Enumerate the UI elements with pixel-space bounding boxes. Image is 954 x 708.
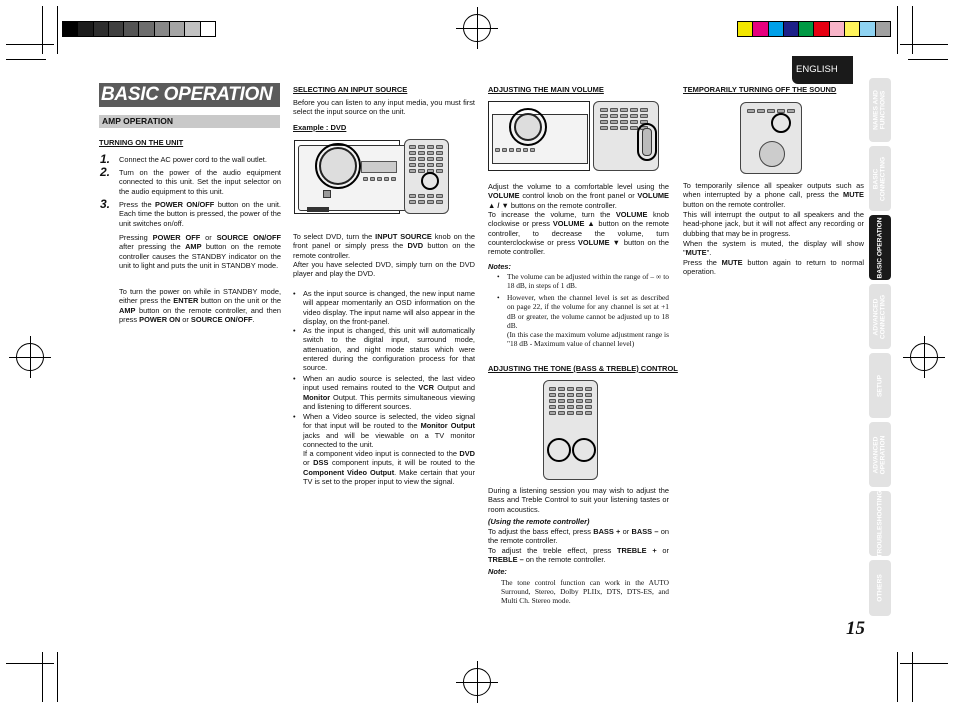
- remote-button-grid: [409, 145, 443, 173]
- grayscale-calibration-bar: [62, 21, 216, 37]
- calibration-swatch: [875, 22, 890, 36]
- step-number: 1.: [100, 152, 111, 166]
- calibration-swatch: [169, 22, 184, 36]
- power-button: [323, 190, 331, 198]
- crop-mark: [42, 6, 43, 54]
- calibration-swatch: [768, 22, 783, 36]
- crop-mark: [908, 59, 948, 60]
- bullet-auto-switch: • As the input is changed, this unit will automatically switch to the digital input, surround mode, attenuation, and night mode status which were entered during the configuration process for that source.: [293, 326, 475, 373]
- calibration-swatch: [829, 22, 844, 36]
- tone-paragraph: During a listening session you may wish to adjust the Bass and Treble Control to suit your listening tastes or room acoustics.: [488, 486, 669, 514]
- mute-paragraph-4: Press the MUTE button again to return to normal operation.: [683, 258, 864, 277]
- note-max-range: (In this case the maximum volume adjustment range is "18 dB - Maximum value of channel level): [507, 330, 669, 348]
- section-band: AMP OPERATION: [99, 115, 280, 128]
- mute-heading: TEMPORARILY TURNING OFF THE SOUND: [683, 85, 837, 94]
- tone-control-heading: ADJUSTING THE TONE (BASS & TREBLE) CONTROL: [488, 364, 678, 373]
- note-channel-level: • However, when the channel level is set as described on page 22, if the volume for any channel is set at +1 dB or greater, the volume cannot be adjusted up to 18 dB.: [497, 293, 669, 330]
- input-source-intro: Before you can listen to any input media, you must first select the input source on the unit.: [293, 98, 475, 117]
- remote-button-grid: [409, 194, 443, 204]
- crop-mark: [42, 652, 43, 702]
- note-volume-range: • The volume can be adjusted within the range of – ∞ to 18 dB, in steps of 1 dB.: [497, 272, 669, 291]
- crop-mark: [6, 663, 54, 664]
- display-window: [361, 161, 397, 173]
- side-tab-setup[interactable]: SETUP: [869, 353, 891, 418]
- highlight-circle: [509, 108, 547, 146]
- crop-mark: [900, 44, 948, 45]
- main-volume-heading: ADJUSTING THE MAIN VOLUME: [488, 85, 604, 94]
- standby-paragraph: Pressing POWER OFF or SOURCE ON/OFF after pressing the AMP button on the remote controller causes the STANDBY indicator on the unit to light and puts the unit in STANDBY mode.: [119, 233, 281, 270]
- calibration-swatch: [154, 22, 169, 36]
- crop-mark: [912, 6, 913, 54]
- crop-mark: [912, 652, 913, 702]
- panel-buttons: [363, 177, 396, 181]
- volume-knob-illustration: [488, 101, 590, 171]
- treble-instruction: To adjust the treble effect, press TREBLE + or TREBLE – on the remote controller.: [488, 546, 669, 565]
- calibration-swatch: [123, 22, 138, 36]
- calibration-swatch: [93, 22, 108, 36]
- calibration-swatch: [752, 22, 767, 36]
- remote-controller-illustration: [404, 139, 449, 214]
- language-tab: ENGLISH: [792, 56, 853, 84]
- tone-note: The tone control function can work in the AUTO Surround, Stereo, Dolby PLIIx, DTS, DTS-ES, and Multi Ch. Stereo mode.: [501, 578, 669, 605]
- calibration-swatch: [184, 22, 199, 36]
- remote-button-grid: [747, 109, 795, 113]
- step-1-text: Connect the AC power cord to the wall outlet.: [119, 155, 267, 164]
- crop-mark: [57, 652, 58, 702]
- calibration-swatch: [844, 22, 859, 36]
- bass-instruction: To adjust the bass effect, press BASS + or BASS – on the remote controller.: [488, 527, 669, 546]
- bullet-osd: • As the input source is changed, the new input name will appear momentarily an OSD information on the video display. The input name will also appear in the display, on the front-panel.: [293, 289, 475, 326]
- side-tab-others[interactable]: OTHERS: [869, 560, 891, 616]
- crop-mark: [897, 6, 898, 54]
- side-tab-basic-connecting[interactable]: BASIC CONNECTING: [869, 146, 891, 211]
- tone-remote-illustration: [531, 380, 610, 480]
- calibration-swatch: [859, 22, 874, 36]
- calibration-swatch: [783, 22, 798, 36]
- select-dvd-paragraph: To select DVD, turn the INPUT SOURCE knob on the front panel or simply press the DVD button on the remote controller. After you have selected DVD, simply turn on the DVD player and play the DVD.: [293, 232, 475, 279]
- remote-controller-illustration: [593, 101, 659, 171]
- highlight-oval: [637, 123, 657, 161]
- crop-mark: [897, 652, 898, 702]
- cursor-pad: [759, 141, 785, 167]
- using-remote-label: (Using the remote controller): [488, 517, 590, 526]
- mute-paragraph-3: When the system is muted, the display will show "MUTE".: [683, 239, 864, 258]
- crop-mark: [6, 44, 54, 45]
- registration-mark: [463, 668, 491, 696]
- step-2-text: Turn on the power of the audio equipment connected to this unit. Set the input selector on the audio equipment to this unit.: [119, 168, 281, 196]
- page-number: 15: [846, 618, 865, 639]
- calibration-swatch: [138, 22, 153, 36]
- remote-body: [740, 102, 802, 174]
- registration-mark: [463, 14, 491, 42]
- bullet-video-source: • When a Video source is selected, the video signal for that input will be routed to the Monitor Output jacks and will be viewable on a TV monitor connected to the unit. If a component video input is connected to the DVD or DSS component inputs, it will be routed to the Component Video Output. Make certain that your TV is set to the proper input to view the signal.: [293, 412, 476, 487]
- highlight-circle: [315, 143, 361, 189]
- side-tab-names-and-functions[interactable]: NAMES AND FUNCTIONS: [869, 78, 891, 142]
- mute-paragraph-1: To temporarily silence all speaker outputs such as when interrupted by a phone call, press the MUTE button on the remote controller.: [683, 181, 864, 209]
- front-foot: [307, 207, 329, 212]
- crop-mark: [900, 663, 948, 664]
- highlight-circle: [421, 172, 439, 190]
- registration-mark: [16, 343, 44, 371]
- mute-paragraph-2: This will interrupt the output to all speakers and the head-phone jack, but it will not affect any recording or dubbing that may be in progress.: [683, 210, 864, 238]
- calibration-swatch: [63, 22, 77, 36]
- mute-remote-illustration: [738, 102, 805, 174]
- remote-body: [543, 380, 598, 480]
- step-number: 3.: [100, 197, 111, 211]
- example-label: Example : DVD: [293, 123, 347, 132]
- calibration-swatch: [200, 22, 215, 36]
- page-title: BASIC OPERATION: [99, 83, 280, 107]
- turning-on-heading: TURNING ON THE UNIT: [99, 138, 184, 147]
- side-tab-advanced-operation[interactable]: ADVANCED OPERATION: [869, 422, 891, 487]
- treble-highlight: [572, 438, 596, 462]
- mute-highlight: [771, 113, 791, 133]
- note-heading: Note:: [488, 567, 507, 576]
- volume-paragraph-2: To increase the volume, turn the VOLUME knob clockwise or press VOLUME ▲ button on the remote controller, to decrease the volume, turn counterclockwise or press VOLUME ▼ button on the remote controller.: [488, 210, 670, 257]
- step-3-text: Press the POWER ON/OFF button on the unit. Each time the button is pressed, the power of the unit switches on/off.: [119, 200, 281, 228]
- calibration-swatch: [108, 22, 123, 36]
- bullet-audio-source: • When an audio source is selected, the last video input used remains routed to the VCR Output and Monitor Output. This permits simultaneous viewing and listening to different sources.: [293, 374, 476, 411]
- power-on-paragraph: To turn the power on while in STANDBY mode, either press the ENTER button on the unit or the AMP button on the remote controller, and then press POWER ON or SOURCE ON/OFF.: [119, 287, 281, 324]
- remote-button-grid: [549, 387, 592, 415]
- step-number: 2.: [100, 165, 111, 179]
- crop-mark: [6, 59, 46, 60]
- panel-buttons: [495, 148, 535, 152]
- side-tab-troubleshooting[interactable]: TROUBLESHOOTING: [869, 491, 891, 556]
- input-source-heading: SELECTING AN INPUT SOURCE: [293, 85, 408, 94]
- calibration-swatch: [77, 22, 92, 36]
- crop-mark: [57, 6, 58, 54]
- amplifier-front-panel-illustration: [294, 140, 400, 214]
- side-tab-advanced-connecting[interactable]: ADVANCED CONNECTING: [869, 284, 891, 349]
- notes-heading: Notes:: [488, 262, 511, 271]
- calibration-swatch: [813, 22, 828, 36]
- bass-highlight: [547, 438, 571, 462]
- calibration-swatch: [738, 22, 752, 36]
- side-tab-basic-operation[interactable]: BASIC OPERATION: [869, 215, 891, 280]
- registration-mark: [910, 343, 938, 371]
- color-calibration-bar: [737, 21, 891, 37]
- volume-paragraph-1: Adjust the volume to a comfortable level using the VOLUME control knob on the front panel or VOLUME ▲ / ▼ buttons on the remote controller.: [488, 182, 669, 210]
- calibration-swatch: [798, 22, 813, 36]
